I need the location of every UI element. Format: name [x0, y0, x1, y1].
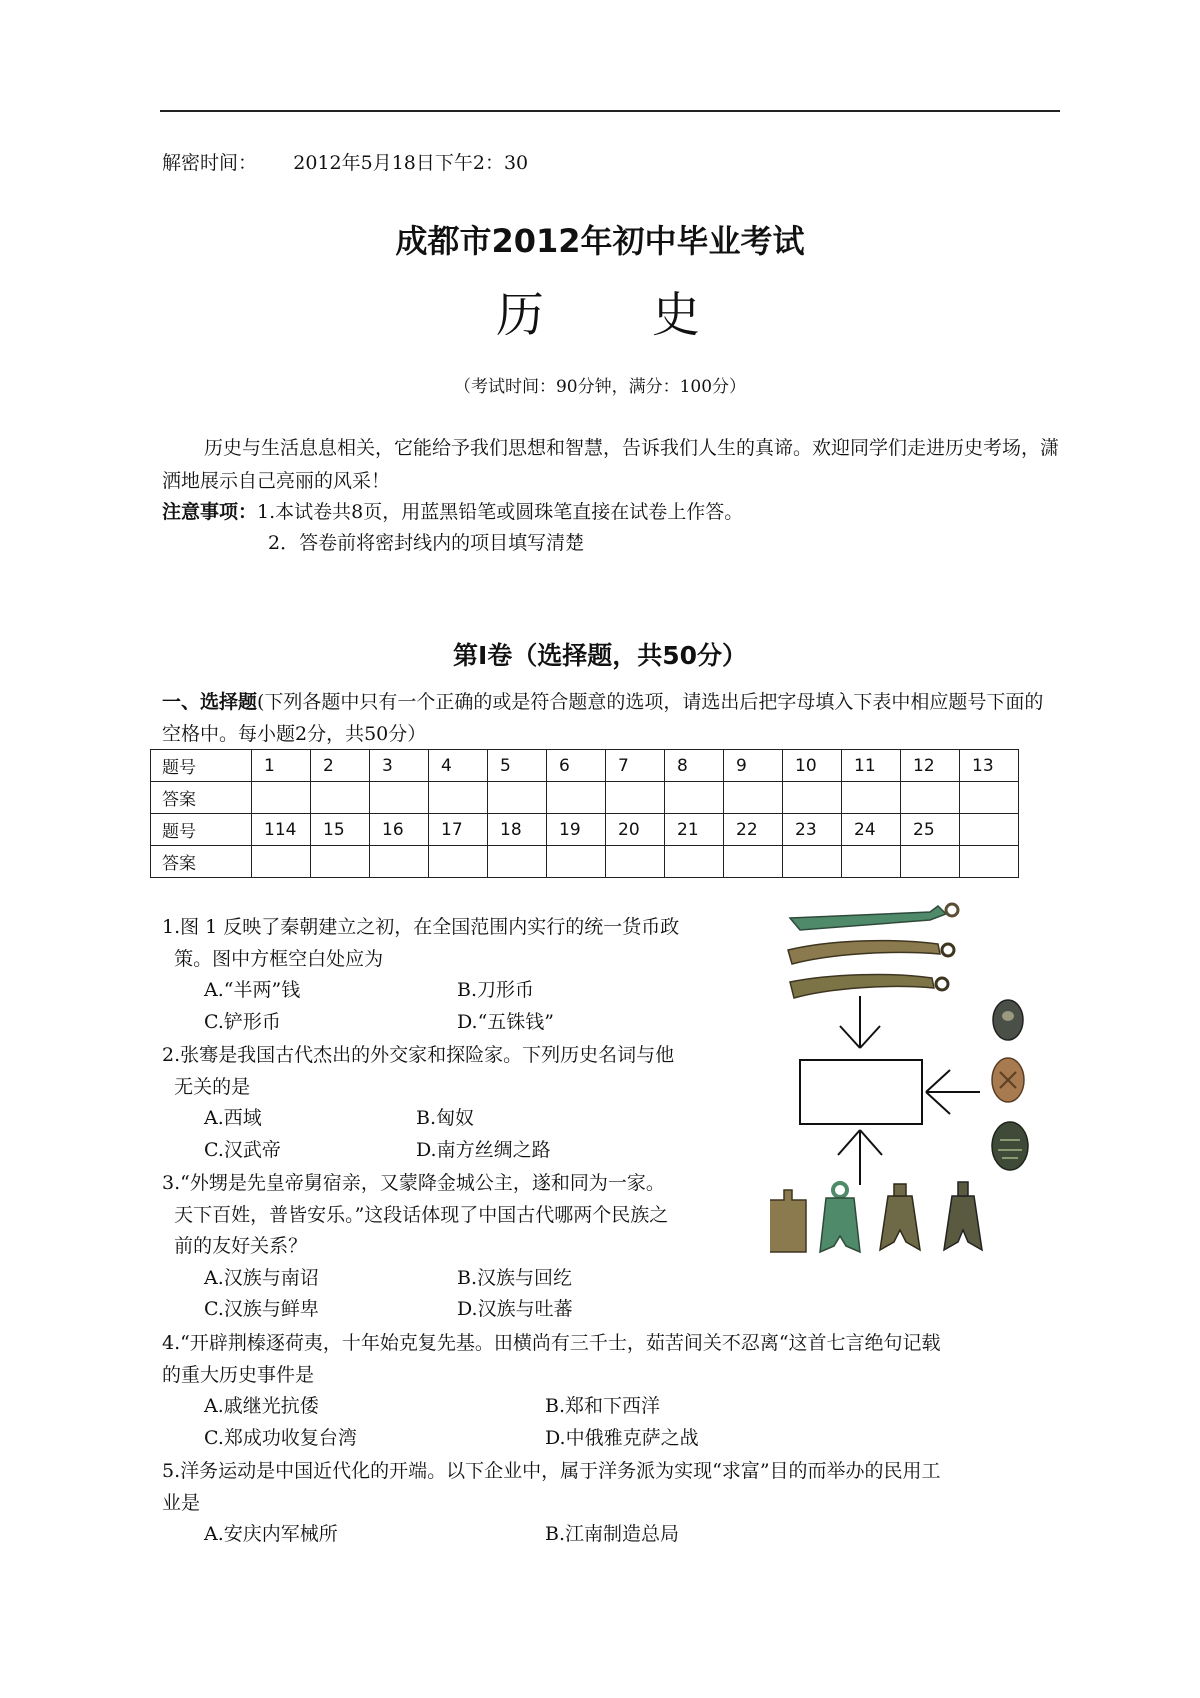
option-b: B.匈奴: [416, 1107, 475, 1129]
question-number-cell: 24: [842, 814, 901, 846]
section-instructions: [162, 686, 1062, 750]
ant-nose-coin-icon: [992, 1058, 1024, 1102]
answer-cell[interactable]: [665, 846, 724, 878]
option-a: A.戚继光抗倭: [204, 1395, 319, 1417]
option-b: B.郑和下西洋: [545, 1395, 661, 1417]
option-b: B.刀形币: [457, 979, 535, 1001]
part-1-title: 第Ⅰ卷（选择题，共50分）: [452, 641, 748, 670]
answer-cell[interactable]: [311, 782, 370, 814]
answer-cell[interactable]: [724, 846, 783, 878]
declassify-time: 2012年5月18日下午2：30: [293, 152, 529, 174]
option-a: A.西域: [204, 1107, 262, 1129]
answer-cell[interactable]: [842, 846, 901, 878]
question-number-cell: 7: [606, 750, 665, 782]
answer-cell[interactable]: [901, 846, 960, 878]
question-number-cell: 21: [665, 814, 724, 846]
answer-cell[interactable]: [960, 782, 1019, 814]
option-d: D.南方丝绸之路: [416, 1138, 551, 1161]
question-number-cell: 3: [370, 750, 429, 782]
spade-coin-icon: [820, 1183, 860, 1252]
answer-row: [151, 846, 1019, 878]
header-rule: [160, 110, 1060, 112]
question-stem: 无关的是: [162, 1075, 251, 1098]
ant-nose-coin-icon: [993, 1000, 1023, 1040]
answer-cell[interactable]: [252, 782, 311, 814]
question-number-cell: 13: [960, 750, 1019, 782]
answer-cell[interactable]: [606, 782, 665, 814]
question-stem: 3.“外甥是先皇帝舅宿亲，又蒙降金城公主，遂和同为一家。: [162, 1172, 665, 1194]
spade-coin-icon: [944, 1182, 982, 1250]
question-number-cell: 11: [842, 750, 901, 782]
question-number-cell: [960, 814, 1019, 846]
down-arrow-icon: [840, 996, 880, 1048]
notes-item-1: 1.本试卷共8页，用蓝黑铅笔或圆珠笔直接在试卷上作答。: [257, 501, 744, 523]
answer-cell[interactable]: [429, 846, 488, 878]
question-number-cell: 19: [547, 814, 606, 846]
question-number-cell: 16: [370, 814, 429, 846]
question-number-cell: 23: [783, 814, 842, 846]
question-number-cell: 8: [665, 750, 724, 782]
option-b: B.江南制造总局: [545, 1523, 680, 1545]
section-text: (下列各题中只有一个正确的或是符合题意的选项，请选出后把字母填入下表中相应题号下面的空格中。每小题2分，共50分）: [162, 691, 1044, 745]
section-label: 一、选择题: [162, 691, 258, 713]
exam-title: 成都市2012年初中毕业考试: [395, 222, 805, 260]
option-c: C.汉族与鲜卑: [204, 1298, 319, 1320]
answer-cell[interactable]: [901, 782, 960, 814]
question-number-cell: 22: [724, 814, 783, 846]
question-number-cell: 15: [311, 814, 370, 846]
notes-line-1: [162, 496, 743, 528]
answer-cell[interactable]: [842, 782, 901, 814]
knife-coin-icon: [790, 975, 948, 998]
question-stem: 天下百姓，普皆安乐。”这段话体现了中国古代哪两个民族之: [162, 1203, 669, 1226]
question-number-row: [151, 814, 1019, 846]
row-label: 题号: [151, 750, 252, 782]
answer-cell[interactable]: [311, 846, 370, 878]
spade-coin-icon: [880, 1184, 920, 1250]
question-number-row: [151, 750, 1019, 782]
question-number-cell: 10: [783, 750, 842, 782]
option-d: D.汉族与吐蕃: [457, 1298, 573, 1320]
answer-cell[interactable]: [370, 846, 429, 878]
option-c: C.汉武帝: [204, 1138, 281, 1161]
up-arrow-icon: [838, 1130, 882, 1185]
answer-row: [151, 782, 1019, 814]
notes-item-2: 2．答卷前将密封线内的项目填写清楚: [268, 532, 585, 554]
row-label: 答案: [151, 782, 252, 814]
answer-cell[interactable]: [488, 782, 547, 814]
row-label: 题号: [151, 814, 252, 846]
option-a: A.安庆内军械所: [204, 1523, 338, 1545]
question-stem: 5.洋务运动是中国近代化的开端。以下企业中，属于洋务派为实现“求富”目的而举办的民用工: [162, 1460, 941, 1482]
question-stem: 策。图中方框空白处应为: [162, 947, 384, 970]
question-stem: 4.“开辟荆榛逐荷夷，十年始克复先基。田横尚有三千士，茹苦间关不忍离“这首七言绝句记载: [162, 1332, 941, 1354]
ant-nose-coin-icon: [992, 1122, 1028, 1170]
declassify-label: 解密时间：: [162, 152, 258, 174]
answer-cell[interactable]: [547, 846, 606, 878]
question-number-cell: 114: [252, 814, 311, 846]
question-number-cell: 9: [724, 750, 783, 782]
question-number-cell: 12: [901, 750, 960, 782]
question-number-cell: 1: [252, 750, 311, 782]
question-number-cell: 20: [606, 814, 665, 846]
answer-cell[interactable]: [429, 782, 488, 814]
coin-figure: [770, 900, 1070, 1260]
answer-cell[interactable]: [252, 846, 311, 878]
question-stem: 的重大历史事件是: [162, 1363, 315, 1386]
question-number-cell: 6: [547, 750, 606, 782]
question-number-cell: 2: [311, 750, 370, 782]
option-c: C.铲形币: [204, 1010, 281, 1033]
answer-cell[interactable]: [665, 782, 724, 814]
notes-label: 注意事项：: [162, 501, 258, 523]
subject-title: 历 史: [495, 287, 704, 343]
question-number-cell: 18: [488, 814, 547, 846]
answer-cell[interactable]: [370, 782, 429, 814]
answer-table: [150, 749, 1019, 878]
answer-cell[interactable]: [547, 782, 606, 814]
question-stem: 前的友好关系？: [162, 1235, 308, 1257]
option-d: D.“五铢钱”: [457, 1010, 555, 1033]
question-stem: 2.张骞是我国古代杰出的外交家和探险家。下列历史名词与他: [162, 1044, 675, 1066]
knife-coin-icon: [790, 904, 958, 930]
option-b: B.汉族与回纥: [457, 1266, 573, 1289]
option-a: A.“半两”钱: [204, 979, 301, 1001]
declassify-time-line: [162, 148, 528, 175]
answer-cell[interactable]: [960, 846, 1019, 878]
option-a: A.汉族与南诏: [204, 1266, 319, 1289]
answer-cell[interactable]: [783, 782, 842, 814]
option-d: D.中俄雅克萨之战: [545, 1426, 699, 1449]
question-number-cell: 17: [429, 814, 488, 846]
question-number-cell: 4: [429, 750, 488, 782]
blank-answer-box: [800, 1060, 922, 1124]
knife-coin-icon: [788, 941, 954, 964]
option-c: C.郑成功收复台湾: [204, 1426, 357, 1449]
spade-coin-icon: [770, 1190, 806, 1252]
answer-cell[interactable]: [488, 846, 547, 878]
answer-cell[interactable]: [606, 846, 665, 878]
question-stem: 1.图 1 反映了秦朝建立之初，在全国范围内实行的统一货币政: [162, 916, 680, 938]
left-arrow-icon: [926, 1070, 980, 1114]
question-number-cell: 5: [488, 750, 547, 782]
answer-cell[interactable]: [724, 782, 783, 814]
row-label: 答案: [151, 846, 252, 878]
answer-cell[interactable]: [783, 846, 842, 878]
question-number-cell: 25: [901, 814, 960, 846]
exam-time-info: （考试时间：90分钟，满分：100分）: [453, 377, 747, 397]
question-stem: 业是: [162, 1491, 201, 1514]
intro-paragraph: 历史与生活息息相关，它能给予我们思想和智慧，告诉我们人生的真谛。欢迎同学们走进历史考场，潇洒地展示自己亮丽的风采！: [162, 437, 1060, 492]
